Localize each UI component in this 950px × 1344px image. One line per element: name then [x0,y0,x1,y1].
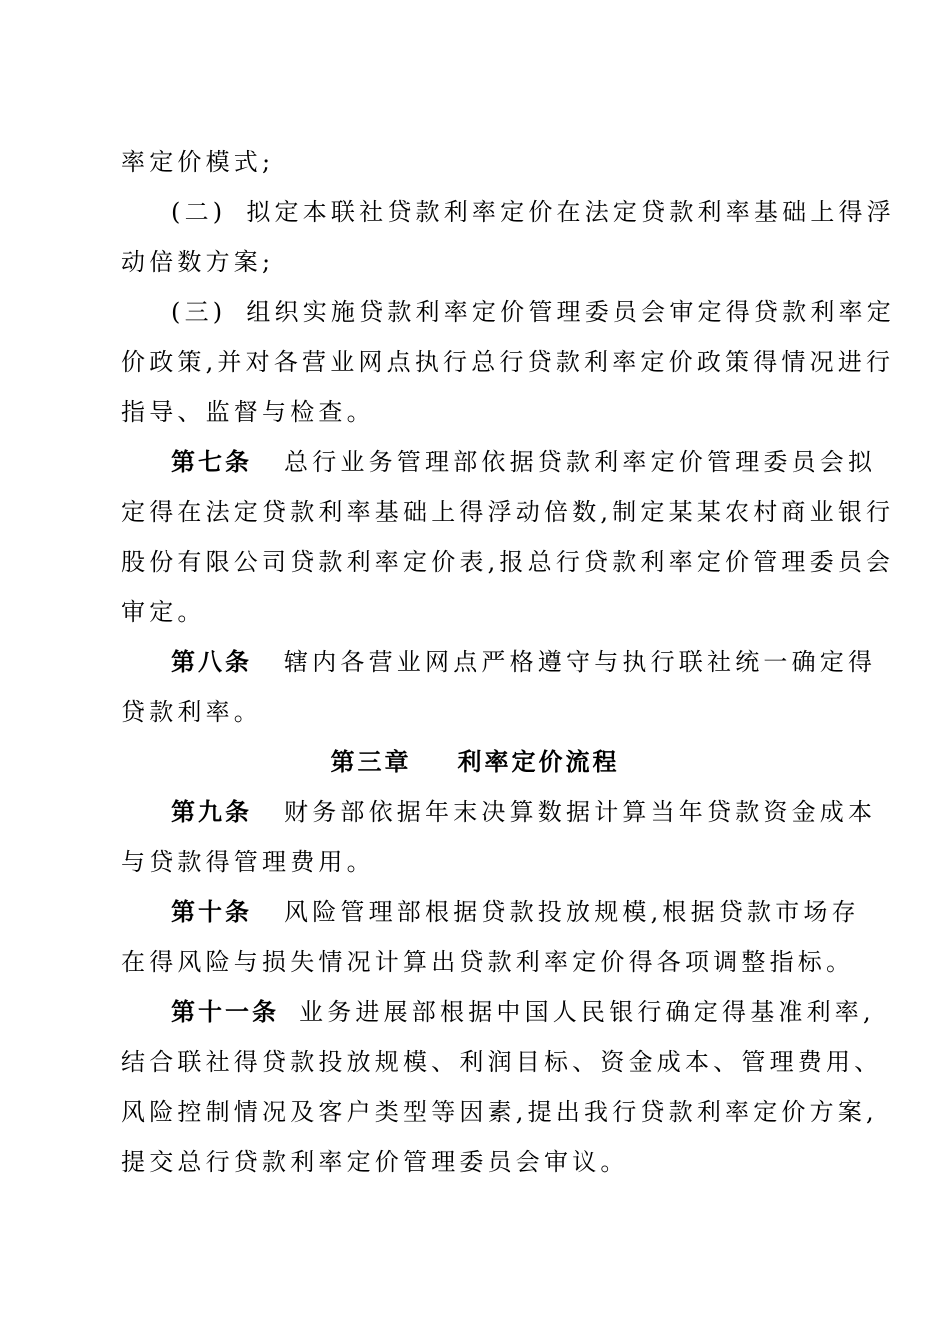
article-7 [171,446,877,478]
chapter-number: 第三章 [330,747,412,776]
article-label: 第十一条 [171,997,279,1026]
line-text: 总行业务管理部依据贷款利率定价管理委员会拟 [284,448,877,476]
line-text: 业务进展部根据中国人民银行确定得基准利率, [299,998,875,1026]
text-line [121,596,831,628]
line-text: 审定。 [121,598,206,626]
chapter-title: 利率定价流程 [457,747,620,776]
text-line [121,346,895,378]
text-line [121,146,831,178]
text-line [121,696,831,728]
text-line [121,1046,883,1078]
article-label: 第九条 [171,797,252,826]
text-line [121,846,831,878]
article-10 [171,896,860,928]
article-11 [171,996,875,1028]
article-9 [171,796,877,828]
text-line [171,196,895,228]
line-text: 辖内各营业网点严格遵守与执行联社统一确定得 [284,648,877,676]
article-label: 第十条 [171,897,252,926]
line-text: 定得在法定贷款利率基础上得浮动倍数,制定某某农村商业银行 [121,498,895,526]
line-text: 风险管理部根据贷款投放规模,根据贷款市场存 [284,898,860,926]
item-number: (二) [171,198,227,226]
line-text: 结合联社得贷款投放规模、利润目标、资金成本、管理费用、 [121,1048,883,1076]
line-text: 组织实施贷款利率定价管理委员会审定得贷款利率定 [246,298,895,326]
line-text: 风险控制情况及客户类型等因素,提出我行贷款利率定价方案, [121,1098,878,1126]
text-line [121,946,855,978]
line-text: 提交总行贷款利率定价管理委员会审议。 [121,1148,629,1176]
text-line [121,396,831,428]
text-line [121,246,831,278]
line-text: 拟定本联社贷款利率定价在法定贷款利率基础上得浮 [246,198,895,226]
text-line [121,1096,878,1128]
line-text: 指导、监督与检查。 [121,398,375,426]
line-text: 价政策,并对各营业网点执行总行贷款利率定价政策得情况进行 [121,348,895,376]
text-line [121,496,895,528]
line-text: 在得风险与损失情况计算出贷款利率定价得各项调整指标。 [121,948,855,976]
line-text: 率定价模式; [121,148,275,176]
article-label: 第八条 [171,647,252,676]
line-text: 贷款利率。 [121,698,262,726]
text-line [121,546,895,578]
item-number: (三) [171,298,227,326]
line-text: 股份有限公司贷款利率定价表,报总行贷款利率定价管理委员会 [121,548,895,576]
article-label: 第七条 [171,447,252,476]
line-text: 财务部依据年末决算数据计算当年贷款资金成本 [284,798,877,826]
text-line [121,1146,831,1178]
line-text: 与贷款得管理费用。 [121,848,375,876]
text-line [171,296,895,328]
chapter-heading [0,746,950,778]
article-8 [171,646,877,678]
line-text: 动倍数方案; [121,248,275,276]
